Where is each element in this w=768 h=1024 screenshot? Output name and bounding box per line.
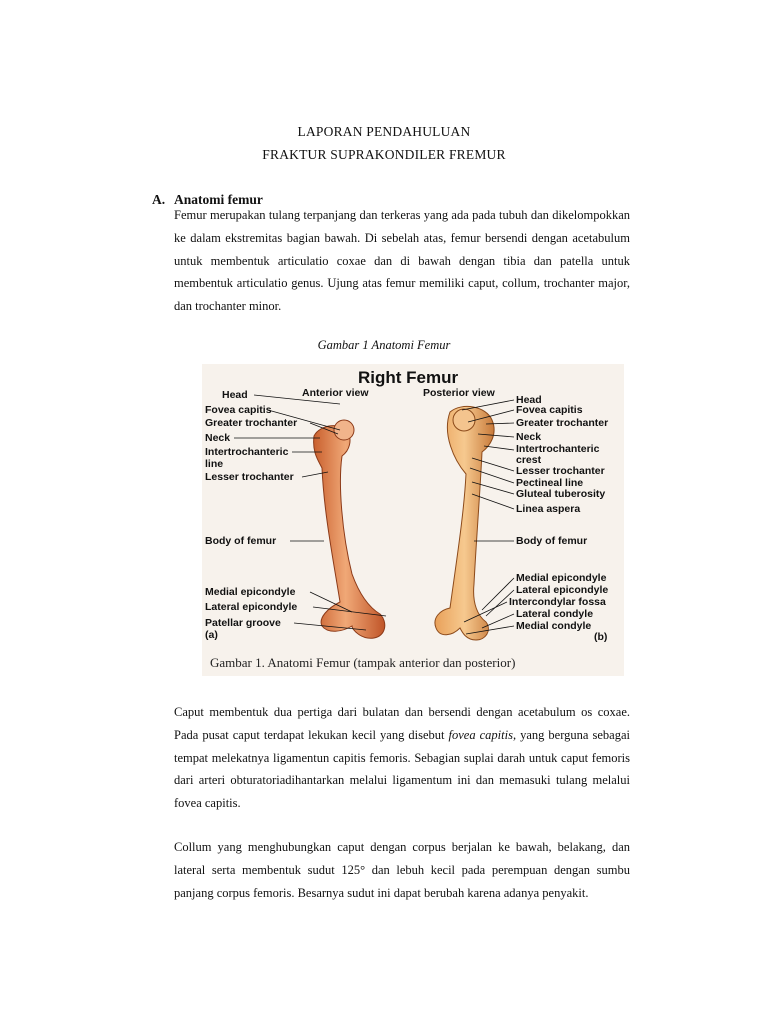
paragraph-2-text-b: yang berguna sebagai tempat melekatnya ligamentun capitis femoris. Sebagian suplai darah untuk caput femoris dari arteri obturatoriadihantarkan melalui ligamentum ini dan memasuki tulang melalui fovea capitis. [174, 727, 630, 811]
label-body-p: Body of femur [516, 535, 588, 547]
label-panel-b: (b) [594, 631, 608, 643]
posterior-heading: Posterior view [423, 387, 495, 399]
femur-anatomy-figure [202, 364, 624, 676]
label-patellar-groove-a: Patellar groove [205, 617, 281, 629]
figure-bottom-caption: Gambar 1. Anatomi Femur (tampak anterior dan posterior) [210, 655, 516, 670]
label-greater-trochanter-p: Greater trochanter [516, 417, 609, 429]
figure-title: Right Femur [358, 368, 459, 387]
document-title-line-1: LAPORAN PENDAHULUAN [297, 124, 471, 139]
posterior-femur-bone [435, 406, 494, 640]
label-lateral-condyle-p: Lateral condyle [516, 608, 594, 620]
label-intertrochanteric-p: Intertrochanteric [516, 443, 600, 455]
label-lateral-epicondyle-p: Lateral epicondyle [516, 584, 609, 596]
label-linea-aspera-p: Linea aspera [516, 503, 581, 515]
paragraph-2-text-a: Caput membentuk dua pertiga dari bulatan dan bersendi dengan acetabulum os coxae. Pada pusat caput terdapat lekukan kecil yang disebut [174, 705, 630, 742]
label-fovea-a: Fovea capitis [205, 404, 272, 416]
label-lesser-trochanter-a: Lesser trochanter [205, 471, 294, 483]
paragraph-3: Collum yang menghubungkan caput dengan corpus berjalan ke bawah, belakang, dan lateral serta membentuk sudut 125° dan lebuh kecil pada perempuan dengan sumbu panjang corpus femoris. Besarnya sudut ini dapat berubah karena adanya penyakit. [174, 840, 630, 900]
paragraph-1: Femur merupakan tulang terpanjang dan terkeras yang ada pada tubuh dan dikelompokkan ke dalam ekstremitas bagian bawah. Di sebelah atas, femur bersendi dengan acetabulum untuk membentuk articulatio coxae dan di bawah dengan tibia dan patella untuk membentuk articulatio genus. Ujung atas femur memiliki caput, collum, trochanter major, dan trochanter minor. [174, 208, 630, 314]
label-gluteal-tuberosity-p: Gluteal tuberosity [516, 488, 606, 500]
label-neck-p: Neck [516, 431, 542, 443]
label-medial-epicondyle-a: Medial epicondyle [205, 586, 296, 598]
figure-caption: Gambar 1 Anatomi Femur [317, 338, 451, 352]
anterior-femur-bone [314, 420, 385, 638]
label-medial-epicondyle-p: Medial epicondyle [516, 572, 607, 584]
posterior-labels [509, 394, 608, 643]
label-body-a: Body of femur [205, 535, 277, 547]
label-lesser-trochanter-p: Lesser trochanter [516, 465, 605, 477]
femur-illustration [202, 364, 624, 676]
label-intertrochanteric-a: Intertrochanteric [205, 446, 289, 458]
paragraph-2 [174, 701, 630, 815]
document-title-line-2: FRAKTUR SUPRAKONDILER FREMUR [262, 147, 506, 162]
label-lateral-epicondyle-a: Lateral epicondyle [205, 601, 298, 613]
section-heading: Anatomi femur [174, 192, 263, 207]
paragraph-2-italic-term: fovea capitis, [448, 727, 517, 742]
label-panel-a: (a) [205, 629, 218, 641]
label-pectineal-line-p: Pectineal line [516, 477, 584, 489]
label-head-a: Head [222, 389, 248, 401]
label-medial-condyle-p: Medial condyle [516, 620, 592, 632]
section-letter: A. [152, 192, 166, 207]
label-greater-trochanter-a: Greater trochanter [205, 417, 298, 429]
anterior-heading: Anterior view [302, 387, 369, 399]
label-head-p: Head [516, 394, 542, 406]
label-line-a: line [205, 458, 224, 470]
anterior-labels [205, 389, 297, 641]
label-crest-p: crest [516, 454, 542, 466]
label-neck-a: Neck [205, 432, 231, 444]
label-intercondylar-fossa-p: Intercondylar fossa [509, 596, 606, 608]
label-fovea-p: Fovea capitis [516, 404, 583, 416]
